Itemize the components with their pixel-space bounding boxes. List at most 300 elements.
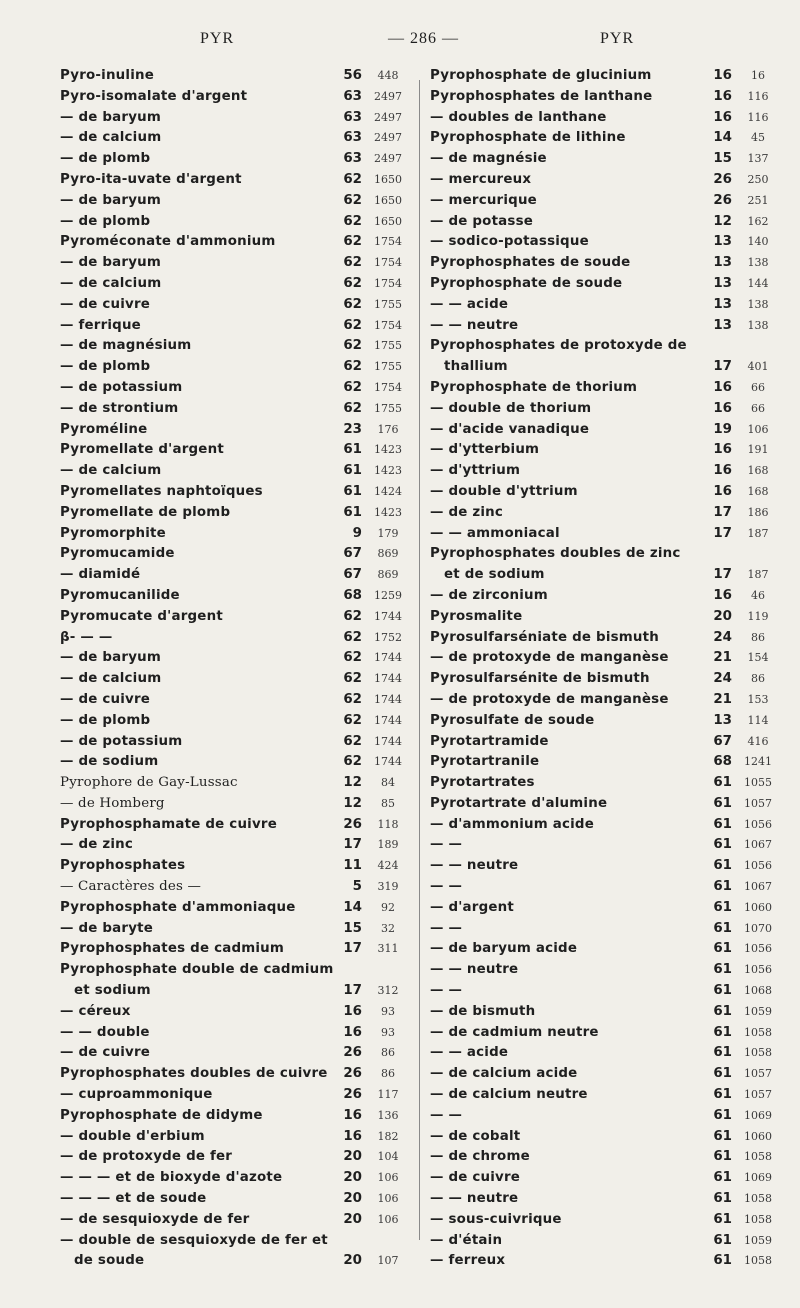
entry-volume: 61 bbox=[705, 1023, 732, 1044]
index-entry bbox=[60, 565, 408, 586]
index-entry bbox=[430, 170, 778, 191]
entry-page: 138 bbox=[747, 297, 769, 311]
entry-name: Pyroméconate d'ammonium bbox=[60, 232, 280, 253]
entry-page: 424 bbox=[377, 859, 399, 873]
entry-name: — de protoxyde de manganèse bbox=[430, 648, 673, 669]
entry-name: — de magnésium bbox=[60, 336, 195, 357]
entry-name: Pyrosulfarsénite de bismuth bbox=[430, 669, 654, 690]
entry-name: Pyrophosphate de thorium bbox=[430, 378, 641, 399]
entry-name: Pyro-isomalate d'argent bbox=[60, 87, 251, 108]
entry-name: — de baryte bbox=[60, 919, 157, 940]
entry-name: Pyrophosphate double de cadmium bbox=[60, 960, 338, 981]
entry-volume: 24 bbox=[705, 669, 732, 690]
entry-volume: 62 bbox=[335, 295, 362, 316]
index-entry bbox=[430, 815, 778, 836]
entry-name: Pyrophore de Gay-Lussac bbox=[60, 773, 242, 794]
entry-volume: 61 bbox=[705, 1168, 732, 1189]
entry-page: 189 bbox=[377, 838, 399, 852]
entry-volume: 63 bbox=[335, 149, 362, 170]
entry-name: — sous-cuivrique bbox=[430, 1210, 566, 1231]
entry-name: — de baryum acide bbox=[430, 939, 581, 960]
entry-name: — de Homberg bbox=[60, 794, 169, 815]
entry-name: Pyrophosphates de protoxyde de bbox=[430, 336, 691, 357]
index-entry bbox=[430, 565, 778, 586]
entry-name: — — bbox=[430, 1106, 466, 1127]
entry-name: — de cuivre bbox=[60, 1043, 154, 1064]
entry-page: 85 bbox=[381, 796, 395, 810]
entry-volume: 13 bbox=[705, 316, 732, 337]
entry-volume: 62 bbox=[335, 253, 362, 274]
index-entry bbox=[60, 544, 408, 565]
entry-page: 1755 bbox=[374, 360, 402, 374]
index-entry bbox=[60, 149, 408, 170]
entry-name: Pyromucanilide bbox=[60, 586, 184, 607]
index-entry bbox=[60, 1210, 408, 1231]
index-entry bbox=[430, 898, 778, 919]
index-entry bbox=[60, 440, 408, 461]
entry-page: 1057 bbox=[744, 1088, 772, 1102]
index-entry bbox=[430, 232, 778, 253]
entry-name: Pyro-ita-uvate d'argent bbox=[60, 170, 246, 191]
index-entry bbox=[430, 336, 778, 357]
index-entry bbox=[430, 1251, 778, 1272]
entry-page: 140 bbox=[747, 235, 769, 249]
entry-page: 117 bbox=[377, 1088, 399, 1102]
index-entry bbox=[430, 856, 778, 877]
entry-name: Pyrosulfate de soude bbox=[430, 711, 598, 732]
entry-page: 119 bbox=[747, 609, 769, 623]
index-entry bbox=[60, 794, 408, 815]
index-entry bbox=[430, 607, 778, 628]
entry-page: 114 bbox=[747, 713, 769, 727]
entry-volume: 19 bbox=[705, 420, 732, 441]
index-entry bbox=[60, 357, 408, 378]
index-entry bbox=[60, 628, 408, 649]
entry-name: — de calcium neutre bbox=[430, 1085, 592, 1106]
index-entry bbox=[430, 732, 778, 753]
entry-page: 1744 bbox=[374, 609, 402, 623]
entry-page: 1058 bbox=[744, 1212, 772, 1226]
entry-name: et sodium bbox=[74, 981, 155, 1002]
entry-volume: 62 bbox=[335, 669, 362, 690]
entry-volume: 68 bbox=[335, 586, 362, 607]
index-entry bbox=[430, 87, 778, 108]
entry-page: 168 bbox=[747, 464, 769, 478]
entry-name: Pyrotartrates bbox=[430, 773, 539, 794]
entry-volume: 20 bbox=[705, 607, 732, 628]
entry-name: — sodico-potassique bbox=[430, 232, 593, 253]
entry-volume: 61 bbox=[705, 1147, 732, 1168]
index-entry bbox=[60, 1231, 408, 1252]
index-entry bbox=[430, 1106, 778, 1127]
entry-volume: 24 bbox=[705, 628, 732, 649]
entry-volume: 68 bbox=[705, 752, 732, 773]
entry-volume: 14 bbox=[335, 898, 362, 919]
entry-name: — de potassium bbox=[60, 378, 186, 399]
entry-name: Pyrophosphate de glucinium bbox=[430, 66, 656, 87]
index-entry bbox=[430, 399, 778, 420]
entry-volume: 13 bbox=[705, 711, 732, 732]
entry-name: — de sodium bbox=[60, 752, 162, 773]
entry-page: 1056 bbox=[744, 942, 772, 956]
entry-name: — cuproammonique bbox=[60, 1085, 217, 1106]
index-entry bbox=[430, 1023, 778, 1044]
entry-page: 1056 bbox=[744, 817, 772, 831]
entry-volume: 61 bbox=[335, 503, 362, 524]
entry-volume: 21 bbox=[705, 648, 732, 669]
entry-volume: 16 bbox=[705, 108, 732, 129]
entry-page: 104 bbox=[377, 1150, 399, 1164]
entry-volume: 16 bbox=[705, 399, 732, 420]
entry-volume: 17 bbox=[705, 357, 732, 378]
index-entry bbox=[430, 66, 778, 87]
index-entry bbox=[60, 690, 408, 711]
entry-volume: 61 bbox=[705, 1127, 732, 1148]
entry-name: — d'argent bbox=[430, 898, 518, 919]
entry-page: 168 bbox=[747, 484, 769, 498]
entry-name: — de protoxyde de manganèse bbox=[430, 690, 673, 711]
entry-page: 153 bbox=[747, 692, 769, 706]
index-entry bbox=[430, 835, 778, 856]
entry-volume: 20 bbox=[335, 1147, 362, 1168]
entry-name: — céreux bbox=[60, 1002, 135, 1023]
entry-page: 2497 bbox=[374, 89, 402, 103]
index-entry bbox=[60, 1147, 408, 1168]
entry-page: 93 bbox=[381, 1004, 395, 1018]
index-entry bbox=[60, 711, 408, 732]
entry-name: Pyromellates naphtoïques bbox=[60, 482, 267, 503]
entry-name: Pyrophosphates de lanthane bbox=[430, 87, 656, 108]
entry-volume: 17 bbox=[705, 565, 732, 586]
entry-name: — de potasse bbox=[430, 212, 537, 233]
index-entry bbox=[60, 752, 408, 773]
entry-volume: 26 bbox=[335, 1064, 362, 1085]
entry-page: 154 bbox=[747, 651, 769, 665]
entry-page: 319 bbox=[377, 880, 399, 894]
entry-page: 86 bbox=[751, 630, 765, 644]
entry-name: — de strontium bbox=[60, 399, 182, 420]
index-entry bbox=[430, 1210, 778, 1231]
entry-page: 1058 bbox=[744, 1254, 772, 1268]
entry-volume: 61 bbox=[705, 981, 732, 1002]
entry-name: — d'acide vanadique bbox=[430, 420, 593, 441]
entry-volume: 16 bbox=[335, 1106, 362, 1127]
entry-page: 179 bbox=[377, 526, 399, 540]
entry-name: Pyrophosphate de didyme bbox=[60, 1106, 267, 1127]
entry-volume: 20 bbox=[335, 1210, 362, 1231]
entry-volume: 62 bbox=[335, 316, 362, 337]
index-entry bbox=[430, 524, 778, 545]
entry-name: Pyromellate d'argent bbox=[60, 440, 228, 461]
index-entry bbox=[430, 981, 778, 1002]
index-entry bbox=[60, 295, 408, 316]
entry-page: 32 bbox=[381, 921, 395, 935]
entry-page: 1744 bbox=[374, 692, 402, 706]
entry-volume: 63 bbox=[335, 128, 362, 149]
entry-name: — d'ytterbium bbox=[430, 440, 543, 461]
entry-name: — de potassium bbox=[60, 732, 186, 753]
index-entry bbox=[430, 773, 778, 794]
index-entry bbox=[430, 212, 778, 233]
entry-page: 1744 bbox=[374, 713, 402, 727]
entry-volume: 13 bbox=[705, 274, 732, 295]
entry-name: Pyrophosphate de lithine bbox=[430, 128, 630, 149]
entry-page: 162 bbox=[747, 214, 769, 228]
entry-volume: 12 bbox=[335, 773, 362, 794]
entry-page: 1754 bbox=[374, 256, 402, 270]
entry-volume: 12 bbox=[705, 212, 732, 233]
index-entry bbox=[430, 149, 778, 170]
entry-page: 1744 bbox=[374, 672, 402, 686]
entry-name: — — neutre bbox=[430, 1189, 522, 1210]
index-column-right bbox=[430, 66, 778, 1272]
index-entry bbox=[430, 1147, 778, 1168]
column-divider bbox=[419, 80, 420, 1240]
entry-page: 1058 bbox=[744, 1046, 772, 1060]
entry-volume: 62 bbox=[335, 607, 362, 628]
entry-name: — — bbox=[430, 877, 466, 898]
index-entry bbox=[430, 503, 778, 524]
entry-volume: 62 bbox=[335, 357, 362, 378]
entry-volume: 61 bbox=[705, 815, 732, 836]
entry-page: 2497 bbox=[374, 131, 402, 145]
entry-page: 45 bbox=[751, 131, 765, 145]
entry-name: — — bbox=[430, 981, 466, 1002]
entry-volume: 17 bbox=[335, 939, 362, 960]
entry-volume: 61 bbox=[705, 1085, 732, 1106]
entry-name: — — double bbox=[60, 1023, 154, 1044]
entry-volume: 61 bbox=[335, 461, 362, 482]
entry-page: 1070 bbox=[744, 921, 772, 935]
entry-page: 1058 bbox=[744, 1025, 772, 1039]
entry-volume: 16 bbox=[705, 440, 732, 461]
index-entry bbox=[430, 461, 778, 482]
index-entry bbox=[430, 794, 778, 815]
entry-volume: 5 bbox=[335, 877, 362, 898]
entry-volume: 16 bbox=[335, 1002, 362, 1023]
entry-page: 16 bbox=[751, 69, 765, 82]
entry-volume: 15 bbox=[705, 149, 732, 170]
index-entry bbox=[60, 919, 408, 940]
index-entry bbox=[60, 87, 408, 108]
index-entry bbox=[60, 336, 408, 357]
entry-volume: 16 bbox=[705, 461, 732, 482]
index-entry bbox=[60, 420, 408, 441]
entry-page: 1056 bbox=[744, 963, 772, 977]
entry-volume: 62 bbox=[335, 752, 362, 773]
entry-volume: 61 bbox=[705, 856, 732, 877]
entry-name: — de zinc bbox=[430, 503, 507, 524]
entry-name: — de baryum bbox=[60, 108, 165, 129]
entry-name: — de protoxyde de fer bbox=[60, 1147, 236, 1168]
entry-page: 1754 bbox=[374, 318, 402, 332]
entry-volume: 17 bbox=[335, 981, 362, 1002]
index-entry bbox=[60, 274, 408, 295]
entry-volume: 20 bbox=[335, 1189, 362, 1210]
entry-page: 1755 bbox=[374, 339, 402, 353]
entry-volume: 62 bbox=[335, 648, 362, 669]
entry-page: 118 bbox=[377, 817, 399, 831]
entry-name: — double d'erbium bbox=[60, 1127, 209, 1148]
entry-volume: 16 bbox=[705, 66, 732, 87]
entry-volume: 23 bbox=[335, 420, 362, 441]
entry-volume: 26 bbox=[705, 170, 732, 191]
page-number: — 286 — bbox=[388, 30, 459, 47]
index-entry bbox=[60, 1023, 408, 1044]
index-entry bbox=[60, 191, 408, 212]
entry-volume: 62 bbox=[335, 690, 362, 711]
index-entry bbox=[60, 732, 408, 753]
index-entry bbox=[430, 128, 778, 149]
entry-volume: 62 bbox=[335, 191, 362, 212]
entry-page: 138 bbox=[747, 256, 769, 270]
entry-volume: 62 bbox=[335, 628, 362, 649]
index-entry bbox=[430, 628, 778, 649]
index-entry bbox=[60, 503, 408, 524]
entry-name: — ferrique bbox=[60, 316, 145, 337]
entry-volume: 20 bbox=[335, 1168, 362, 1189]
index-entry bbox=[430, 482, 778, 503]
entry-name: Pyrotartrate d'alumine bbox=[430, 794, 611, 815]
index-entry bbox=[60, 232, 408, 253]
entry-page: 86 bbox=[381, 1046, 395, 1060]
index-entry bbox=[60, 461, 408, 482]
entry-volume: 62 bbox=[335, 212, 362, 233]
entry-page: 1423 bbox=[374, 464, 402, 478]
entry-volume: 62 bbox=[335, 170, 362, 191]
entry-volume: 26 bbox=[335, 1085, 362, 1106]
entry-page: 1259 bbox=[374, 588, 402, 602]
entry-name: Pyrophosphates de soude bbox=[430, 253, 634, 274]
entry-name: — mercurique bbox=[430, 191, 541, 212]
entry-page: 1058 bbox=[744, 1192, 772, 1206]
entry-volume: 63 bbox=[335, 108, 362, 129]
index-entry bbox=[60, 1085, 408, 1106]
entry-page: 1067 bbox=[744, 880, 772, 894]
entry-volume: 62 bbox=[335, 732, 362, 753]
entry-name: — de baryum bbox=[60, 648, 165, 669]
entry-page: 1650 bbox=[374, 193, 402, 207]
entry-volume: 16 bbox=[335, 1127, 362, 1148]
entry-page: 1068 bbox=[744, 984, 772, 998]
entry-name: — — neutre bbox=[430, 856, 522, 877]
running-head-left: PYR bbox=[200, 30, 235, 47]
entry-volume: 62 bbox=[335, 336, 362, 357]
entry-volume: 12 bbox=[335, 794, 362, 815]
entry-volume: 61 bbox=[705, 898, 732, 919]
entry-name: — diamidé bbox=[60, 565, 144, 586]
entry-volume: 20 bbox=[335, 1251, 362, 1272]
entry-name: Pyrotartranile bbox=[430, 752, 543, 773]
index-entry bbox=[60, 939, 408, 960]
index-entry bbox=[60, 1064, 408, 1085]
index-entry bbox=[60, 316, 408, 337]
entry-name: Pyrophosphate d'ammoniaque bbox=[60, 898, 300, 919]
index-entry bbox=[60, 524, 408, 545]
entry-name: — — — et de soude bbox=[60, 1189, 210, 1210]
entry-page: 66 bbox=[751, 380, 765, 394]
entry-page: 92 bbox=[381, 900, 395, 914]
entry-name: Pyrophosphates de cadmium bbox=[60, 939, 288, 960]
entry-name: — de calcium bbox=[60, 274, 165, 295]
entry-page: 186 bbox=[747, 505, 769, 519]
entry-volume: 16 bbox=[705, 378, 732, 399]
entry-volume: 61 bbox=[705, 919, 732, 940]
entry-name: Pyrophosphates bbox=[60, 856, 189, 877]
entry-volume: 14 bbox=[705, 128, 732, 149]
index-entry bbox=[60, 1127, 408, 1148]
entry-page: 176 bbox=[377, 422, 399, 436]
entry-page: 1744 bbox=[374, 651, 402, 665]
entry-volume: 61 bbox=[705, 1251, 732, 1272]
entry-name: — mercureux bbox=[430, 170, 535, 191]
entry-page: 1754 bbox=[374, 235, 402, 249]
index-column-left bbox=[60, 66, 408, 1272]
entry-name: — d'ammonium acide bbox=[430, 815, 598, 836]
index-entry bbox=[430, 711, 778, 732]
entry-page: 107 bbox=[377, 1254, 399, 1268]
index-entry bbox=[60, 1189, 408, 1210]
entry-volume: 61 bbox=[705, 1231, 732, 1252]
entry-name: — de calcium acide bbox=[430, 1064, 581, 1085]
entry-volume: 17 bbox=[705, 503, 732, 524]
entry-volume: 61 bbox=[705, 794, 732, 815]
entry-name: Pyroméline bbox=[60, 420, 151, 441]
index-entry bbox=[60, 898, 408, 919]
entry-volume: 61 bbox=[705, 960, 732, 981]
entry-page: 1058 bbox=[744, 1150, 772, 1164]
index-entry bbox=[430, 440, 778, 461]
entry-name: Pyrosmalite bbox=[430, 607, 526, 628]
entry-name: — de cadmium neutre bbox=[430, 1023, 603, 1044]
index-entry bbox=[430, 690, 778, 711]
entry-volume: 62 bbox=[335, 232, 362, 253]
index-entry bbox=[60, 399, 408, 420]
entry-volume: 62 bbox=[335, 711, 362, 732]
entry-page: 1057 bbox=[744, 1067, 772, 1081]
entry-volume: 9 bbox=[335, 524, 362, 545]
entry-name: — de cobalt bbox=[430, 1127, 524, 1148]
entry-page: 1755 bbox=[374, 297, 402, 311]
entry-volume: 13 bbox=[705, 253, 732, 274]
entry-volume: 62 bbox=[335, 274, 362, 295]
entry-page: 116 bbox=[747, 89, 769, 103]
entry-name: — de baryum bbox=[60, 191, 165, 212]
index-entry bbox=[60, 607, 408, 628]
index-entry bbox=[430, 877, 778, 898]
entry-name: — — — et de bioxyde d'azote bbox=[60, 1168, 286, 1189]
entry-page: 106 bbox=[377, 1212, 399, 1226]
index-entry bbox=[60, 66, 408, 87]
entry-page: 1060 bbox=[744, 900, 772, 914]
entry-name: — de zirconium bbox=[430, 586, 552, 607]
entry-name: de soude bbox=[74, 1251, 148, 1272]
index-entry bbox=[60, 1168, 408, 1189]
entry-name: — Caractères des — bbox=[60, 877, 205, 898]
index-entry bbox=[430, 108, 778, 129]
entry-volume: 17 bbox=[335, 835, 362, 856]
index-entry bbox=[60, 648, 408, 669]
index-entry bbox=[430, 316, 778, 337]
index-entry bbox=[430, 253, 778, 274]
index-entry bbox=[60, 212, 408, 233]
entry-name: Pyromucate d'argent bbox=[60, 607, 227, 628]
index-entry bbox=[60, 1043, 408, 1064]
entry-name: — de calcium bbox=[60, 461, 165, 482]
index-entry bbox=[60, 669, 408, 690]
entry-name: — de chrome bbox=[430, 1147, 534, 1168]
entry-volume: 16 bbox=[335, 1023, 362, 1044]
